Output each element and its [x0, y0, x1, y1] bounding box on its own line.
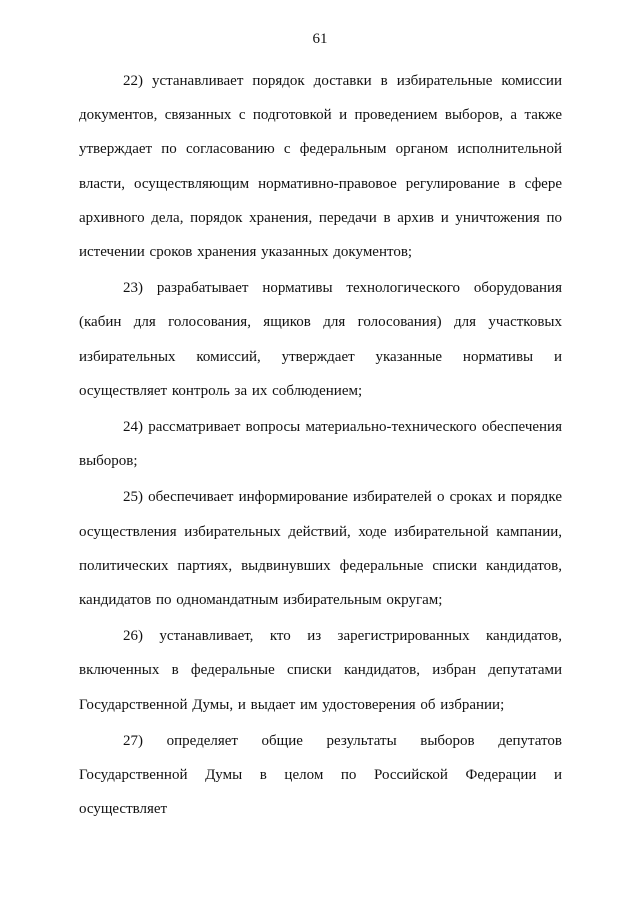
paragraph-23: 23) разрабатывает нормативы технологического оборудования (кабин для голосования, ящиков для голосования) для участковых избирательных комиссий, утверждает указанные нормативы и осуществляет контроль за их соблюдением;	[79, 280, 562, 399]
paragraph-22: 22) устанавливает порядок доставки в избирательные комиссии документов, связанных с подготовкой и проведением выборов, а также утверждает по согласованию с федеральным органом исполнительной власти, осуществляющим нормативно-правовое регулирование в сфере архивного дела, порядок хранения, передачи в архив и уничтожения по истечении сроков хранения указанных документов;	[79, 73, 562, 261]
page-number: 61	[312, 31, 328, 47]
paragraph-25: 25) обеспечивает информирование избирателей о сроках и порядке осуществления избирательных действий, ходе избирательной кампании, политических партиях, выдвинувших федеральные списки кандидатов, кандидатов по одномандатным избирательным округам;	[79, 489, 562, 609]
paragraph-27: 27) определяет общие результаты выборов депутатов Государственной Думы в целом по Российской Федерации и осуществляет	[79, 732, 562, 818]
document-body	[79, 64, 562, 826]
paragraph-26: 26) устанавливает, кто из зарегистрированных кандидатов, включенных в федеральные списки кандидатов, избран депутатами Государственной Думы, и выдает им удостоверения об избрании;	[79, 628, 562, 713]
paragraph-24: 24) рассматривает вопросы материально-технического обеспечения выборов;	[79, 419, 562, 470]
